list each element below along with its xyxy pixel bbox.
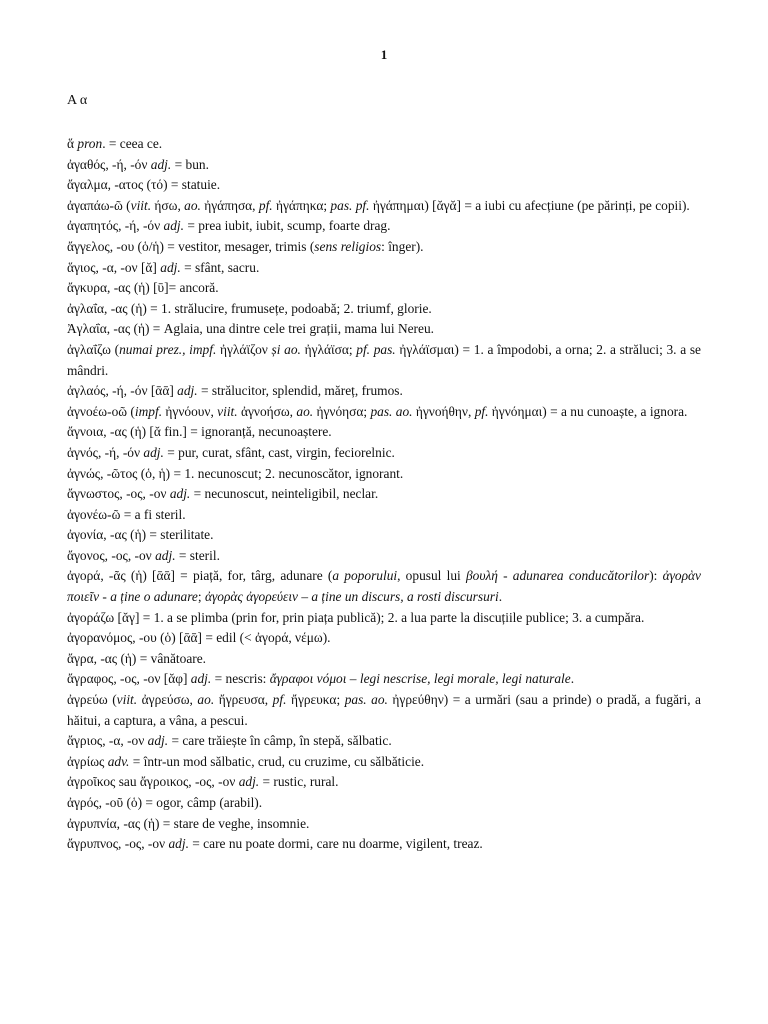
- entry-italic-text: adj.: [160, 259, 181, 275]
- entry-text: ἀγρεύσω,: [137, 692, 198, 708]
- dictionary-entry: [67, 464, 701, 485]
- entry-text: ):: [649, 568, 663, 584]
- entry-text: ἄγαλμα, -ατος (τό) = statuie.: [67, 177, 221, 193]
- entry-italic-text: pas. ao.: [370, 403, 413, 419]
- dictionary-entry: [67, 381, 701, 402]
- entry-text: ἀγρίως: [67, 753, 108, 769]
- entry-text: ἠγλάϊσμαι) = 1. a împodobi, a orna; 2. a străluci; 3. a se mândri.: [67, 341, 701, 378]
- dictionary-entry: [67, 772, 701, 793]
- entry-text: = într-un mod sălbatic, crud, cu cruzime, cu sălbăticie.: [129, 753, 425, 769]
- entry-text: ἀγλαΐζω (: [67, 341, 120, 357]
- dictionary-entry: [67, 834, 701, 855]
- entry-italic-text: viit.: [217, 403, 238, 419]
- entry-italic-text: adv.: [107, 753, 130, 769]
- entry-italic-text: adj.: [143, 444, 164, 460]
- entry-text: ἄγονος, -ος, -ον: [67, 547, 156, 563]
- dictionary-entry: [67, 237, 701, 258]
- dictionary-entry: [67, 628, 701, 649]
- entry-italic-text: adj.: [177, 383, 198, 399]
- entry-text: ἄγκυρα, -ας (ἡ) [ῡ]= ancoră.: [67, 280, 219, 296]
- entry-text: ἠγρεύθην) = a urmări (sau a prinde) o pradă, a fugări, a hăitui, a captura, a vâna, a pescui.: [67, 692, 702, 728]
- dictionary-entry: [67, 258, 701, 279]
- entry-italic-text: pf.: [272, 692, 287, 708]
- entry-text: = nescris:: [211, 671, 270, 687]
- dictionary-entry: [67, 484, 701, 505]
- entry-text: : înger).: [381, 238, 424, 254]
- entry-text: ἄγρα, -ας (ἡ) = vânătoare.: [67, 650, 207, 666]
- entry-italic-text: pf. pas.: [356, 341, 396, 357]
- entry-text: ἀγρός, -οῦ (ὁ) = ogor, câmp (arabil).: [67, 795, 263, 810]
- entry-italic-text: pas. pf.: [330, 197, 370, 213]
- entry-italic-text: viit.: [130, 197, 152, 213]
- entry-text: = rustic, rural.: [259, 774, 339, 790]
- entry-text: ἄγνοια, -ας (ἡ) [ᾰ fin.] = ignoranță, necunoaștere.: [67, 424, 332, 440]
- dictionary-entry: [67, 566, 701, 607]
- entry-text: ἠγάπημαι) [ᾰγᾰ] = a iubi cu afecțiune (pe părinți, pe copii).: [369, 197, 690, 213]
- entry-text: ἠγλάϊσα;: [300, 341, 357, 357]
- entry-text: Ἀγλαΐα, -ας (ἡ) = Aglaia, una dintre cele trei grații, mama lui Nereu.: [67, 321, 435, 337]
- entry-text: ἀγονία, -ας (ἡ) = sterilitate.: [67, 527, 214, 543]
- dictionary-entry: [67, 546, 701, 567]
- section-heading: Α α: [67, 93, 88, 108]
- entry-text: = sfânt, sacru.: [180, 259, 260, 275]
- entry-italic-text: adj.: [163, 218, 184, 234]
- entry-text: ἀγνοέω-οῶ (: [67, 403, 135, 419]
- dictionary-entry: [67, 793, 701, 814]
- entry-text: ἀγαπητός, -ή, -όν: [67, 218, 164, 234]
- entry-italic-text: a poporului: [332, 568, 398, 584]
- entry-text: = care nu poate dormi, care nu doarme, vigilent, treaz.: [188, 836, 483, 852]
- entry-text: ;: [197, 589, 205, 605]
- entry-text: ἠγνόημαι) = a nu cunoaște, a ignora.: [488, 403, 688, 419]
- entry-text: ἀγνοήσω,: [237, 403, 297, 419]
- entry-italic-text: impf.: [134, 403, 163, 419]
- entry-text: ἀγνώς, -ῶτος (ὁ, ἡ) = 1. necunoscut; 2. necunoscător, ignorant.: [67, 465, 404, 481]
- entry-text: ἀγαθός, -ή, -όν: [67, 156, 151, 172]
- dictionary-entry: [67, 278, 701, 299]
- dictionary-entry: [67, 814, 701, 835]
- dictionary-entry: [67, 608, 701, 629]
- dictionary-entry: [67, 155, 701, 176]
- entry-text: . = ceea ce.: [102, 136, 163, 151]
- dictionary-entries: [67, 134, 701, 855]
- entry-text: ἀγροῖκος sau ἄγροικος, -ος, -ον: [67, 774, 239, 790]
- dictionary-entry: [67, 505, 701, 526]
- dictionary-entry: [67, 731, 701, 752]
- entry-italic-text: și ao.: [271, 341, 301, 357]
- entry-text: ἄγγελος, -ου (ὁ/ἡ) = vestitor, mesager, trimis (: [67, 238, 315, 254]
- entry-italic-text: pron: [77, 136, 103, 151]
- entry-italic-text: βουλή - adunarea conducătorilor: [465, 568, 650, 584]
- entry-italic-text: ao.: [197, 692, 215, 708]
- entry-text: = pur, curat, sfânt, cast, virgin, feciorelnic.: [163, 444, 395, 460]
- dictionary-entry: [67, 175, 701, 196]
- entry-italic-text: adj.: [155, 547, 176, 563]
- entry-text: ἀγορανόμος, -ου (ὁ) [ᾱᾱ] = edil (< ἀγορά, νέμω).: [67, 630, 331, 646]
- entry-text: ἠγάπηκα;: [272, 197, 331, 213]
- entry-italic-text: pas. ao.: [344, 692, 388, 708]
- entry-text: ἄγνωστος, -ος, -ον: [67, 486, 170, 502]
- entry-italic-text: adj.: [147, 733, 169, 749]
- entry-italic-text: adj.: [238, 774, 260, 790]
- entry-text: = bun.: [171, 156, 209, 172]
- entry-text: ἠγλάϊζον: [216, 341, 272, 357]
- dictionary-entry: [67, 134, 701, 155]
- entry-italic-text: numai prez., impf.: [119, 341, 217, 357]
- entry-text: ἤγρευσα,: [214, 692, 273, 708]
- entry-italic-text: adj.: [168, 836, 189, 852]
- entry-italic-text: adj.: [169, 486, 191, 502]
- dictionary-entry: [67, 649, 701, 670]
- dictionary-entry: [67, 752, 701, 773]
- entry-text: ἤγρευκα;: [286, 692, 345, 708]
- entry-text: ήσω,: [151, 197, 185, 213]
- dictionary-entry: [67, 216, 701, 237]
- page-number: 1: [380, 47, 388, 62]
- entry-text: .: [498, 589, 503, 605]
- entry-text: ἀγρυπνία, -ας (ἡ) = stare de veghe, insomnie.: [67, 815, 310, 831]
- entry-text: ἀγονέω-ῶ = a fi steril.: [67, 506, 186, 522]
- entry-italic-text: ἀγορὰς ἀγορεύειν – a ține un discurs, a rosti discursuri: [204, 589, 499, 605]
- entry-text: ἠγνοήθην,: [412, 403, 475, 419]
- entry-italic-text: ἄγραφοι νόμοι – legi nescrise, legi morale, legi naturale: [269, 671, 571, 687]
- dictionary-entry: [67, 196, 701, 217]
- entry-italic-text: adj.: [190, 671, 212, 687]
- entry-text: .: [570, 671, 575, 687]
- dictionary-entry: [67, 402, 701, 423]
- entry-text: ἄγραφος, -ος, -ον [ᾰφ]: [67, 671, 191, 687]
- entry-text: = steril.: [175, 547, 220, 563]
- dictionary-entry: [67, 299, 701, 320]
- entry-text: ἀγλαός, -ή, -όν [ᾱᾱ]: [67, 383, 178, 399]
- entry-text: ἄγριος, -α, -ον: [67, 733, 148, 749]
- entry-italic-text: viit.: [116, 692, 138, 708]
- dictionary-entry: [67, 319, 701, 340]
- entry-text: ἠγάπησα,: [200, 197, 259, 213]
- entry-text: = strălucitor, splendid, măreț, frumos.: [197, 383, 403, 399]
- dictionary-entry: [67, 340, 701, 381]
- entry-text: ἅ: [67, 136, 78, 151]
- dictionary-entry: [67, 525, 701, 546]
- entry-italic-text: pf.: [258, 197, 273, 213]
- dictionary-entry: [67, 669, 701, 690]
- entry-text: , opusul lui: [397, 568, 466, 584]
- entry-italic-text: adj.: [150, 156, 172, 172]
- entry-text: ἠγνόουν,: [162, 403, 218, 419]
- entry-text: = necunoscut, neinteligibil, neclar.: [190, 486, 379, 502]
- entry-text: ἄγρυπνος, -ος, -ον: [67, 836, 169, 852]
- dictionary-entry: [67, 443, 701, 464]
- entry-italic-text: ao.: [184, 197, 201, 213]
- entry-italic-text: ἀγορὰν ποιεῖν - a ține o adunare: [67, 568, 701, 605]
- entry-text: ἀγοράζω [ᾰγ] = 1. a se plimba (prin for, prin piața publică); 2. a lua parte la discuțiile publice; 3. a cumpăra.: [67, 609, 645, 625]
- entry-text: ἠγνόησα;: [313, 403, 371, 419]
- entry-text: ἀγρεύω (: [67, 692, 117, 708]
- entry-italic-text: pf.: [474, 403, 489, 419]
- entry-text: ἀγαπάω-ῶ (: [67, 197, 131, 213]
- entry-text: ἁγνός, -ή, -όν: [67, 444, 144, 460]
- dictionary-entry: [67, 422, 701, 443]
- entry-italic-text: ao.: [296, 403, 314, 419]
- entry-text: = care trăiește în câmp, în stepă, sălbatic.: [168, 733, 392, 749]
- entry-text: ἀγλαΐα, -ας (ἡ) = 1. strălucire, frumusețe, podoabă; 2. triumf, glorie.: [67, 300, 432, 316]
- entry-text: ἅγιος, -α, -ον [ᾰ]: [67, 259, 161, 275]
- dictionary-entry: [67, 690, 701, 731]
- entry-italic-text: sens religios: [314, 238, 382, 254]
- entry-text: = prea iubit, iubit, scump, foarte drag.: [183, 218, 391, 234]
- entry-text: ἀγορά, -ᾶς (ἡ) [ᾱᾱ] = piață, for, târg, adunare (: [67, 568, 333, 584]
